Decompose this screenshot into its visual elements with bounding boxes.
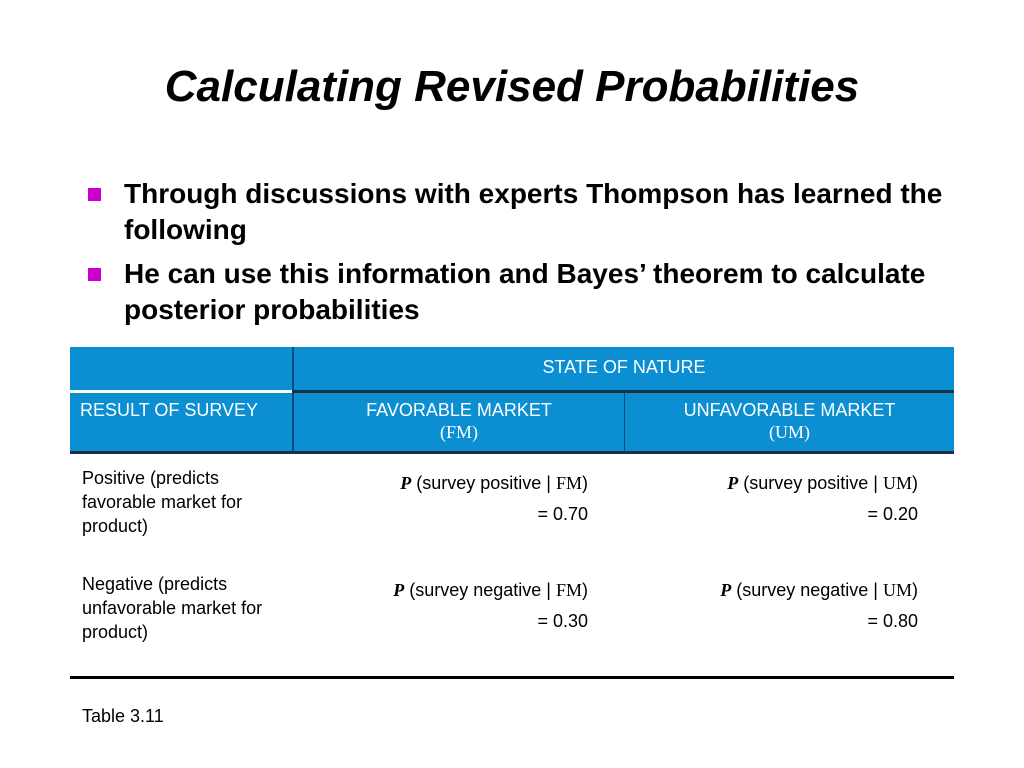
bullet-item [88, 176, 948, 248]
probability-table [70, 347, 954, 679]
bullet-text: Through discussions with experts Thompson has learned the following [124, 178, 943, 245]
row-label: Positive (predicts favorable market for product) [82, 468, 243, 536]
table-bottom-rule [70, 676, 954, 679]
bullet-item [88, 256, 948, 328]
header-empty-cell [70, 347, 292, 390]
state-of-nature-header: STATE OF NATURE [292, 347, 954, 390]
bullet-text: He can use this information and Bayes’ theorem to calculate posterior probabilities [124, 258, 926, 325]
table-header-columns [70, 393, 954, 451]
result-of-survey-header: RESULT OF SURVEY [80, 400, 259, 420]
slide-title: Calculating Revised Probabilities [164, 62, 860, 111]
fm-expression: P (survey negative | FM) [393, 580, 588, 600]
fm-value: = 0.70 [537, 504, 588, 524]
favorable-market-abbr: (FM) [439, 422, 478, 442]
bullet-list [88, 176, 948, 336]
fm-expression: P (survey positive | FM) [400, 473, 588, 493]
unfavorable-market-header [624, 393, 954, 451]
favorable-market-label: FAVORABLE MARKET [366, 400, 552, 420]
um-probability-cell [588, 454, 918, 560]
fm-value: = 0.30 [537, 611, 588, 631]
table-row [70, 454, 954, 560]
unfavorable-market-label: UNFAVORABLE MARKET [683, 400, 896, 420]
um-value: = 0.20 [867, 504, 918, 524]
unfavorable-market-abbr: (UM) [769, 422, 810, 442]
row-label: Negative (predicts unfavorable market for product) [82, 574, 263, 642]
table-header-top [70, 347, 954, 390]
bullet-square-icon [88, 268, 101, 281]
um-probability-cell [588, 560, 918, 676]
table-row [70, 560, 954, 676]
favorable-market-header [292, 393, 624, 451]
bullet-square-icon [88, 188, 101, 201]
um-value: = 0.80 [867, 611, 918, 631]
fm-probability-cell [280, 560, 588, 676]
table-caption: Table 3.11 [82, 706, 164, 726]
um-expression: P (survey positive | UM) [727, 473, 918, 493]
um-expression: P (survey negative | UM) [720, 580, 918, 600]
fm-probability-cell [280, 454, 588, 560]
